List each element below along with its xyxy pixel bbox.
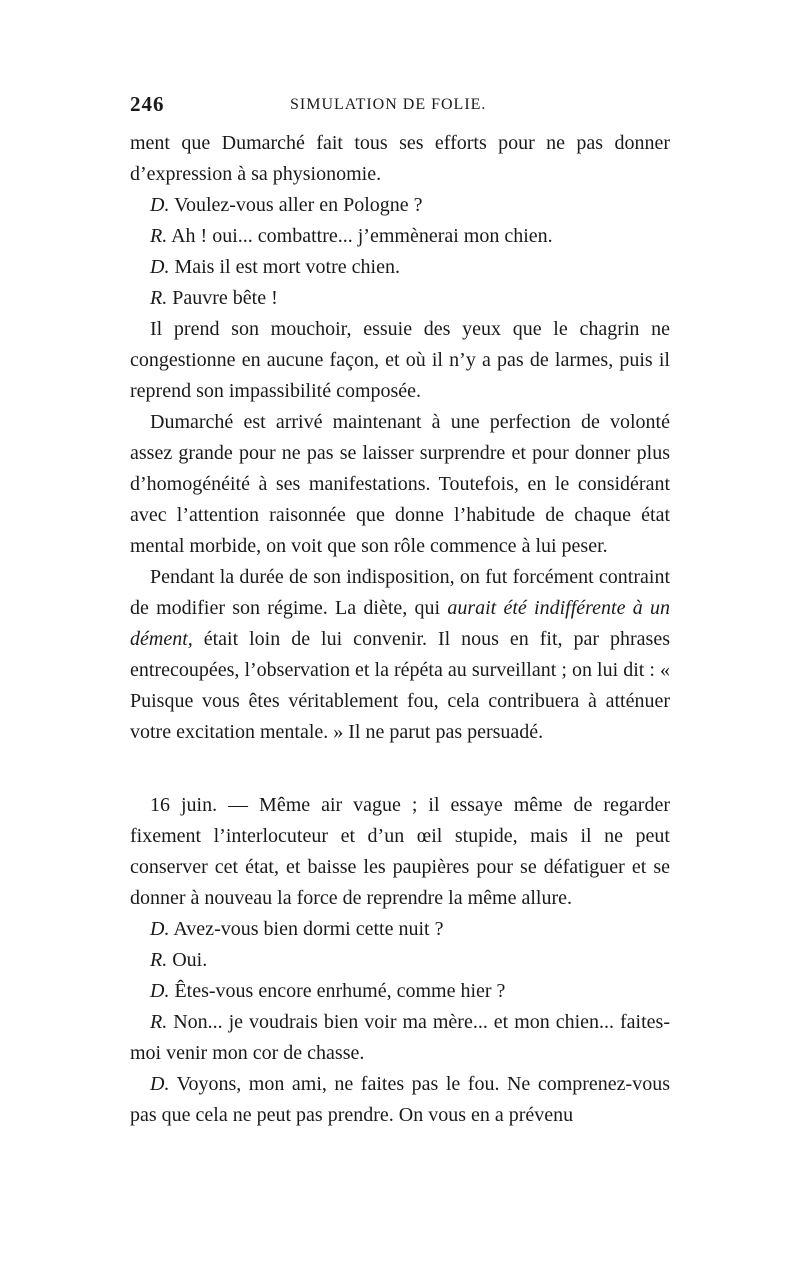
italic-phrase: aurait été indifférente à un dément,: [130, 597, 670, 650]
dialogue-line: [130, 221, 670, 252]
dialogue-text: Non... je voudrais bien voir ma mère... et mon chien... faites-moi venir mon cor de chasse.: [130, 1011, 670, 1064]
dialogue-text: Voulez-vous aller en Pologne ?: [169, 194, 423, 216]
dialogue-line: [130, 190, 670, 221]
speaker-label: D.: [150, 194, 170, 216]
paragraph-text: ment que Dumarché fait tous ses efforts pour ne pas donner d’expression à sa physionomie.: [130, 132, 670, 185]
speaker-label: D.: [150, 256, 170, 278]
speaker-label: D.: [150, 1073, 170, 1095]
speaker-label: D.: [150, 918, 170, 940]
dialogue-text: Oui.: [167, 949, 208, 971]
paragraph-text: Dumarché est arrivé maintenant à une perfection de volonté assez grande pour ne pas se laisser surprendre et pour donner plus d’homogénéité à ses manifestations. Toutefois, en le considérant avec l’attention raisonnée que donne l’habitude de chaque état mental morbide, on voit que son rôle commence à lui peser.: [130, 411, 670, 557]
dialogue-text: Pauvre bête !: [167, 287, 278, 309]
dialogue-line: [130, 1007, 670, 1069]
dialogue-text: Voyons, mon ami, ne faites pas le fou. Ne comprenez-vous pas que cela ne peut pas prendre. On vous en a prévenu: [130, 1073, 670, 1126]
dialogue-line: [130, 945, 670, 976]
paragraph: [130, 314, 670, 407]
dialogue-text: Êtes-vous encore enrhumé, comme hier ?: [169, 980, 506, 1002]
dialogue-line: [130, 1069, 670, 1131]
speaker-label: R.: [150, 949, 168, 971]
paragraph: [130, 562, 670, 748]
paragraph-text: 16 juin. — Même air vague ; il essaye même de regarder fixement l’interlocuteur et d’un œil stupide, mais il ne peut conserver cet état, et baisse les paupières pour se défatiguer et se donner à nouveau la force de reprendre la même allure.: [130, 794, 670, 909]
paragraph: [130, 128, 670, 190]
section-gap: [130, 748, 670, 790]
dialogue-text: Ah ! oui... combattre... j’emmènerai mon chien.: [167, 225, 553, 247]
dialogue-text: Avez-vous bien dormi cette nuit ?: [169, 918, 444, 940]
dialogue-text: Mais il est mort votre chien.: [169, 256, 400, 278]
dialogue-line: [130, 976, 670, 1007]
dialogue-line: [130, 252, 670, 283]
running-title: SIMULATION DE FOLIE.: [290, 96, 487, 113]
speaker-label: R.: [150, 287, 168, 309]
dialogue-line: [130, 914, 670, 945]
paragraph-text: était loin de lui convenir. Il nous en fit, par phrases entrecoupées, l’observation et la répéta au surveillant ; on lui dit : « Puisque vous êtes véritablement fou, cela contribuera à atténuer votre excitation mentale. » Il ne parut pas persuadé.: [130, 628, 670, 743]
page-header: [130, 92, 670, 120]
speaker-label: R.: [150, 225, 168, 247]
paragraph-text: Pendant la durée de son indisposition, on fut forcément contraint de modifier son régime. La diète, qui: [130, 566, 670, 619]
speaker-label: R.: [150, 1011, 168, 1033]
paragraph-text: Il prend son mouchoir, essuie des yeux que le chagrin ne congestionne en aucune façon, et où il n’y a pas de larmes, puis il reprend son impassibilité composée.: [130, 318, 670, 402]
page-body: [130, 128, 670, 1131]
dated-entry: [130, 790, 670, 914]
speaker-label: D.: [150, 980, 170, 1002]
page-number: 246: [130, 92, 165, 116]
paragraph: [130, 407, 670, 562]
dialogue-line: [130, 283, 670, 314]
